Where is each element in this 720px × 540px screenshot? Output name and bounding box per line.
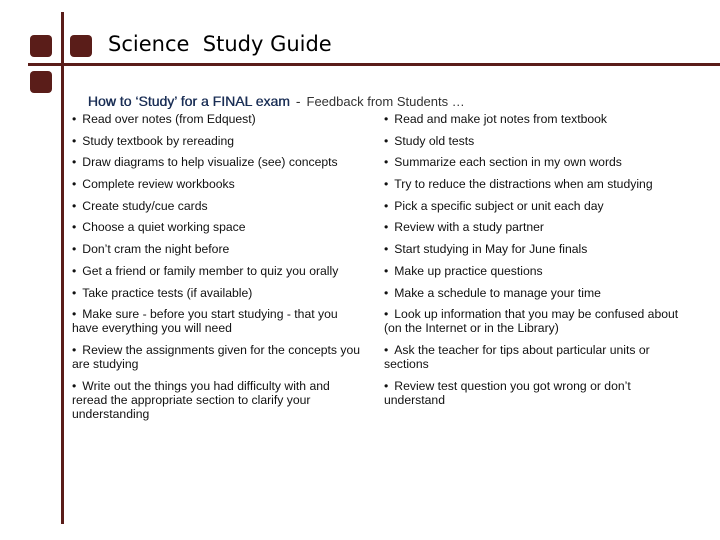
right-tips-list — [384, 112, 684, 414]
subtitle — [80, 77, 465, 109]
decorative-square-top-right — [70, 35, 92, 57]
list-item: • Review test question you got wrong or don’t understand — [384, 379, 684, 407]
list-item: • Summarize each section in my own words — [384, 155, 684, 169]
list-item: • Don’t cram the night before — [72, 242, 362, 256]
list-item: • Study old tests — [384, 134, 684, 148]
list-item: • Choose a quiet working space — [72, 220, 362, 234]
decorative-square-top-left — [30, 35, 52, 57]
list-item: • Start studying in May for June finals — [384, 242, 684, 256]
left-tips-list — [72, 112, 362, 428]
list-item: • Create study/cue cards — [72, 199, 362, 213]
list-item: • Get a friend or family member to quiz you orally — [72, 264, 362, 278]
horizontal-divider-line — [28, 63, 720, 66]
list-item: • Ask the teacher for tips about particular units or sections — [384, 343, 684, 371]
subtitle-feedback: Feedback from Students … — [306, 94, 465, 109]
list-item: • Review the assignments given for the concepts you are studying — [72, 343, 362, 371]
list-item: • Look up information that you may be confused about (on the Internet or in the Library) — [384, 307, 684, 335]
list-item: • Read and make jot notes from textbook — [384, 112, 684, 126]
decorative-square-bottom-left — [30, 71, 52, 93]
list-item: • Make sure - before you start studying - that you have everything you will need — [72, 307, 362, 335]
list-item: • Make up practice questions — [384, 264, 684, 278]
list-item: • Try to reduce the distractions when am studying — [384, 177, 684, 191]
list-item: • Take practice tests (if available) — [72, 286, 362, 300]
list-item: • Read over notes (from Edquest) — [72, 112, 362, 126]
list-item: • Pick a specific subject or unit each day — [384, 199, 684, 213]
list-item: • Study textbook by rereading — [72, 134, 362, 148]
list-item: • Write out the things you had difficulty with and reread the appropriate section to clarify your understanding — [72, 379, 362, 421]
list-item: • Draw diagrams to help visualize (see) concepts — [72, 155, 362, 169]
vertical-divider-line — [61, 12, 64, 524]
subtitle-lead: How to ‘Study’ for a FINAL exam — [87, 93, 290, 109]
page-title: Science Study Guide — [108, 32, 332, 56]
list-item: • Complete review workbooks — [72, 177, 362, 191]
subtitle-dash: - — [295, 93, 301, 109]
list-item: • Make a schedule to manage your time — [384, 286, 684, 300]
list-item: • Review with a study partner — [384, 220, 684, 234]
